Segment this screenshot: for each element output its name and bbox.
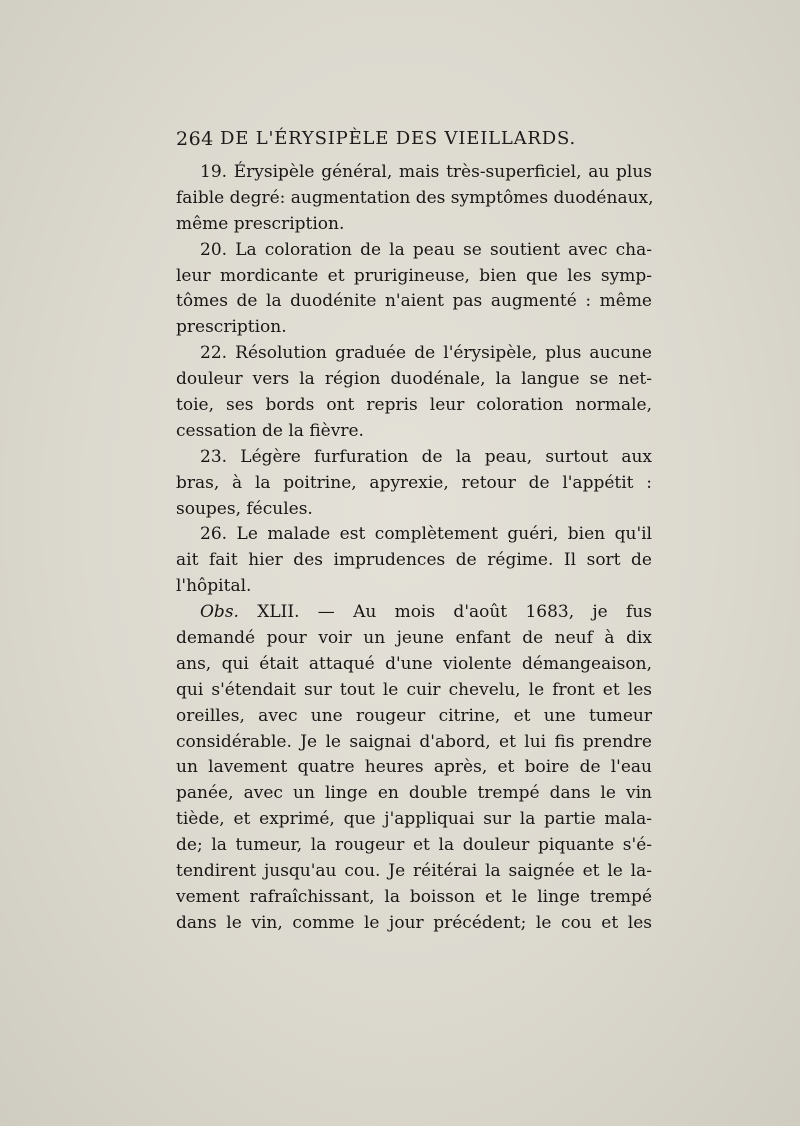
text-line: tiède, et exprimé, que j'appliquai sur la partie mala-	[176, 809, 652, 830]
text-line: bras, à la poitrine, apyrexie, retour de l'appétit :	[176, 472, 652, 493]
observation-text: XLII. — Au mois d'août 1683, je fus	[257, 602, 653, 623]
running-title: DE L'ÉRYSIPÈLE DES VIEILLARDS.	[220, 128, 577, 149]
text-line: leur mordicante et prurigineuse, bien que les symp-	[176, 265, 652, 286]
text-line: qui s'étendait sur tout le cuir chevelu, le front et les	[176, 679, 652, 700]
text-line: l'hôpital.	[176, 576, 252, 597]
text-line: faible degré: augmentation des symptômes duodénaux,	[176, 187, 654, 208]
text-line: panée, avec un linge en double trempé dans le vin	[176, 783, 652, 804]
text-line: cessation de la fièvre.	[176, 420, 364, 441]
text-line: demandé pour voir un jeune enfant de neuf à dix	[176, 628, 652, 649]
text-line: un lavement quatre heures après, et boire de l'eau	[176, 757, 652, 778]
text-line: douleur vers la région duodénale, la langue se net-	[176, 369, 652, 390]
text-line: toie, ses bords ont repris leur coloration normale,	[176, 395, 652, 416]
text-line: oreilles, avec une rougeur citrine, et une tumeur	[176, 705, 652, 726]
text-line	[176, 600, 652, 626]
text-line: dans le vin, comme le jour précédent; le cou et les	[176, 912, 652, 933]
text-line: 19. Érysipèle général, mais très-superficiel, au plus	[200, 162, 652, 182]
page-number: 264	[176, 128, 214, 150]
text-line: prescription.	[176, 317, 287, 338]
text-line: 23. Légère furfuration de la peau, surtout aux	[200, 446, 652, 467]
text-line: ans, qui était attaqué d'une violente démangeaison,	[176, 653, 652, 674]
text-line: 22. Résolution graduée de l'érysipèle, plus aucune	[200, 343, 652, 364]
text-line: tômes de la duodénite n'aient pas augmenté : même	[176, 291, 652, 312]
body-text	[176, 160, 652, 937]
text-line: de; la tumeur, la rougeur et la douleur piquante s'é-	[176, 835, 652, 856]
page-header	[176, 128, 656, 158]
text-line: considérable. Je le saignai d'abord, et lui fis prendre	[176, 731, 652, 752]
text-line: tendirent jusqu'au cou. Je réitérai la saignée et le la-	[176, 861, 652, 882]
text-line: 20. La coloration de la peau se soutient avec cha-	[200, 239, 652, 260]
text-line: 26. Le malade est complètement guéri, bien qu'il	[200, 524, 652, 545]
text-line: vement rafraîchissant, la boisson et le linge trempé	[176, 886, 652, 907]
observation-label: Obs.	[200, 602, 239, 623]
text-line: soupes, fécules.	[176, 498, 313, 519]
text-line: même prescription.	[176, 213, 345, 234]
text-line: ait fait hier des imprudences de régime. Il sort de	[176, 550, 652, 571]
